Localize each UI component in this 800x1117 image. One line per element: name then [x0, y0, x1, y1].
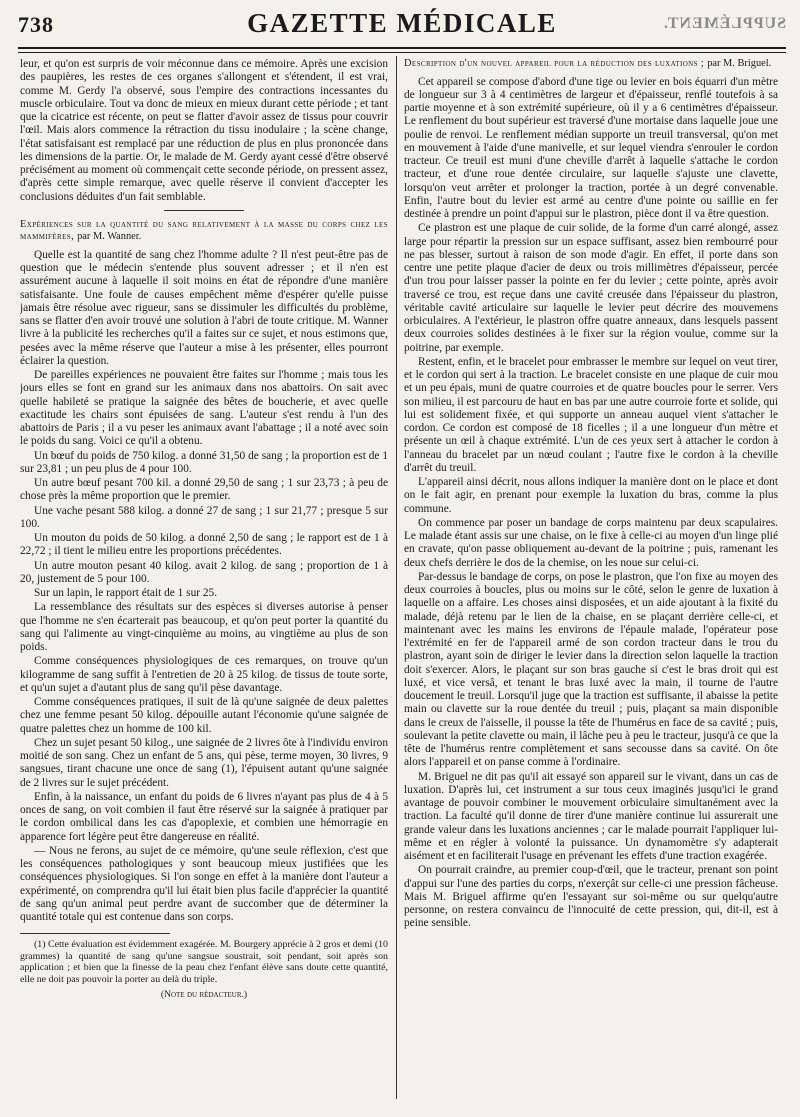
- article-paragraph: On pourrait craindre, au premier coup-d'œil, que le tracteur, prenant son point d'appui sur l'une des parties du corps, n'exerçât sur celle-ci une pression fâcheuse. Mais M. Briguel affirme qu'en l'essayant sur soi-même ou sur quelqu'autre personne, on restera convaincu de l'innocuité de cette pression, qui, dit-il, est à peine sensible.: [404, 864, 778, 930]
- article-paragraph: Par-dessus le bandage de corps, on pose le plastron, que l'on fixe au moyen des deux courroies à boucles, plus ou moins sur le côté, selon le genre de luxation à laquelle on a affaire. Les choses ainsi disposées, et un aide ajoutant à la fixité du malade, déjà retenu par le lien de la chaise, en se plaçant derrière celle-ci, et maintenant avec les mains les environs de l'épaule malade, l'opérateur pose l'extrémité en fer de l'appareil armé de son cordon tracteur dans le trou du plastron, ayant soin de diriger le levier dans la direction selon laquelle la traction doit s'exercer. Alors, le plaçant sur son bras gauche si c'est le bras droit qui est luxé, et vice versâ, et tenant le bras luxé avec la main, il tourne de l'autre doucement le treuil. Lorsqu'il juge que la traction est suffisante, il abaisse la petite main ou clavette sur la roue dentée du treuil ; puis, plaçant sa main disponible dans le creux de l'aisselle, il pousse la tête de l'humérus en face de sa cavité ; puis, soulevant la petite clavette ou main, il lâche peu à peu le tracteur, jusqu'à ce que la tête de l'humérus rentre complètement et sans secousse dans sa cavité. On ôte alors l'appareil et on panse comme à l'ordinaire.: [404, 570, 778, 769]
- article-paragraph: Une vache pesant 588 kilog. a donné 27 de sang ; 1 sur 21,77 ; presque 5 sur 100.: [20, 504, 388, 530]
- left-column: [20, 58, 388, 1101]
- section-author: par M. Wanner.: [77, 231, 142, 243]
- section-title-text: Description d'un nouvel appareil pour la réduction des luxations ;: [404, 58, 705, 69]
- article-paragraph: De pareilles expériences ne pouvaient être faites sur l'homme ; mais tous les jours elles se font en grand sur les animaux dans nos abattoirs. On sait avec quelle habileté se pratique la saignée des bêtes de boucherie, et avec quelle exactitude les chairs sont épuisées de sang. L'auteur s'est rendu à l'un des abattoirs de Paris ; il a vu peser les animaux avant l'abattage ; il a noté avec soin le poids du sang. Voici ce qu'il a obtenu.: [20, 369, 388, 448]
- page-header: [18, 6, 786, 46]
- article-paragraph: On commence par poser un bandage de corps maintenu par deux scapulaires. Le malade étant assis sur une chaise, on le fixe à celle-ci au moyen d'un linge plié en cravate, qu'on passe obliquement au-devant de la poitrine ; puis, ramenant les deux chefs derrière le dos de la chemise, on les noue sur celui-ci.: [404, 516, 778, 569]
- article-paragraph: Un autre mouton pesant 40 kilog. avait 2 kilog. de sang ; proportion de 1 à 20, justement de 5 pour 100.: [20, 559, 388, 585]
- article-paragraph: Comme conséquences physiologiques de ces remarques, on trouve qu'un kilogramme de sang suffit à l'entretien de 20 à 25 kilog. de tissus de toute sorte, et qu'un sujet a d'autant plus de sang qu'il pèse davantage.: [20, 655, 388, 694]
- page-number: 738: [18, 12, 54, 37]
- intro-paragraph: leur, et qu'on est surpris de voir méconnue dans ce mémoire. Après une excision des paupières, les restes de ces organes s'allongent et s'étendent, il est vrai, comme M. Gerdy l'a observé, sous l'empire des contractions incessantes du muscle orbiculaire. Tout va donc de mieux en mieux durant cette période ; et tant que la cicatrice est récente, on peut se flatter d'avoir assez de tissus pour couvrir l'œil. Mais alors commence la rétraction du tissu inodulaire ; la scène change, l'état satisfaisant est remplacé par une réduction de plus en plus prononcée dans les dimensions de la partie. Or, le malade de M. Gerdy ayant cessé d'être observé précisément au moment où commençait cette seconde période, on pressent assez, d'après cette simple remarque, avec quelle réserve il convient d'accepter les conclusions déduites d'un fait semblable.: [20, 58, 388, 203]
- article-paragraph: — Nous ne ferons, au sujet de ce mémoire, qu'une seule réflexion, c'est que les conséquences pathologiques y sont beaucoup mieux justifiées que les conséquences physiologiques. Si l'on songe en effet à la manière dont l'auteur a expérimenté, on comprendra qu'il lui était bien plus facile d'apprécier la quantité de sang qu'un animal peut perdre avant de succomber que de déterminer la quantité totale qui est contenue dans son corps.: [20, 844, 388, 923]
- article-paragraph: Sur un lapin, le rapport était de 1 sur 25.: [34, 587, 218, 599]
- footnote-signature: (Note du rédacteur.): [160, 988, 248, 1000]
- article-paragraph: Enfin, à la naissance, un enfant du poids de 6 livres n'ayant pas plus de 4 à 5 onces de sang, on voit combien il faut être réservé sur la saignée à pratiquer par le cordon ombilical dans les cas d'apoplexie, et combien une hémorragie en apparence fort légère peut être dangereuse en réalité.: [20, 790, 388, 843]
- article-paragraph: La ressemblance des résultats sur des espèces si diverses autorise à penser que l'homme ne s'en écarterait pas beaucoup, et qu'on peut porter la quantité du sang qui l'alimente au vingt-cinquième au moins, au vingtième au plus de son poids.: [20, 601, 388, 653]
- section-title-wanner: [20, 219, 388, 244]
- article-paragraph: Un bœuf du poids de 750 kilog. a donné 31,50 de sang ; la proportion est de 1 sur 23,81 ; un peu plus de 4 pour 100.: [20, 449, 388, 475]
- footnote-rule: [20, 933, 170, 934]
- article-paragraph: Comme conséquences pratiques, il suit de là qu'une saignée de deux palettes chez une femme pesant 50 kilog. dépouille autant l'économie qu'une saignée de quatre palettes chez un homme de 100 kil.: [20, 696, 388, 735]
- article-paragraph: M. Briguel ne dit pas qu'il ait essayé son appareil sur le vivant, dans un cas de luxation. D'après lui, cet instrument a sur tous ceux imaginés jusqu'ici le grand avantage de pouvoir combiner le mouvement orbiculaire simultanément avec la traction. La faculté qu'il donne de tirer d'une manière continue lui assurerait une grande valeur dans les luxations anciennes ; car le malade pourrait l'appliquer lui-même et en régler à volonté la puissance. Un dynamomètre s'y adapterait aisément et en faciliterait l'usage en prévenant les effets d'une traction exagérée.: [404, 770, 778, 862]
- article-paragraph: L'appareil ainsi décrit, nous allons indiquer la manière dont on le place et dont on le fait agir, en prenant pour exemple la luxation du bras, comme la plus commune.: [404, 476, 778, 515]
- article-paragraph: Un autre bœuf pesant 700 kil. a donné 29,50 de sang ; 1 sur 23,73 ; à peu de chose près la même proportion que le premier.: [20, 477, 388, 503]
- article-paragraph: Restent, enfin, et le bracelet pour embrasser le membre sur lequel on veut tirer, et le cordon qui sert à la traction. Le bracelet consiste en une plaque de cuir mou et un peu épais, muni de quatre courroies et de quatre boucles pour le serrer. Vers son milieu, il est parcouru de haut en bas par une autre courroie forte et solide, qui lui est solidement fixée, et qui supporte un anneau auquel vient s'attacher le cordon. Ce cordon est composé de 18 ficelles ; il a une longueur d'un mètre et présente un œil à chaque extrémité. L'un de ces yeux sert à attacher le cordon à l'anneau du bracelet par un nœud coulant ; l'autre fixe le cordon à la cheville d'arrêt du treuil.: [404, 355, 778, 474]
- footnote: (1) Cette évaluation est évidemment exagérée. M. Bourgery apprécie à 2 gros et demi (10 grammes) la quantité de sang qu'une sangsue soustrait, soit pendant, soit après son application ; et bien que la finesse de la peau chez l'enfant élève sans doute cette quantité, elle ne doit pas pouvoir la porter au delà du triple.: [20, 939, 388, 986]
- header-rule-thick: [18, 47, 786, 49]
- article-paragraph: Chez un sujet pesant 50 kilog., une saignée de 2 livres ôte à l'individu environ moitié de son sang. Chez un enfant de 5 ans, qui pèse, terme moyen, 30 livres, 9 sangsues, tirant chacune une once de sang (1), l'épuisent autant qu'une saignée de 2 livres sur le sujet précédent.: [20, 736, 388, 789]
- right-column: [404, 58, 778, 1101]
- article-paragraph: Ce plastron est une plaque de cuir solide, de la forme d'un carré alongé, assez large pour répartir la pression sur un espace suffisant, assez bien rembourré pour ne pas blesser, surtout à raison de son mode d'agir. En effet, il porte dans son centre une petite plaque d'acier de deux ou trois millimètres d'épaisseur, percée d'un trou pour laisser passer la pointe en fer du levier ; cette pointe, après avoir traversé ce trou, est reçue dans une cavité creusée dans l'épaisseur du plastron, véritable cavité articulaire sur laquelle le levier peut décrire des mouvemens orbiculaires. A l'extérieur, le plastron offre quatre anneaux, dans lesquels passent deux courroies solides destinées à le fixer sur la région voulue, comme sur la poitrine, par exemple.: [404, 222, 778, 354]
- section-separator: [164, 210, 244, 211]
- article-paragraph: Un mouton du poids de 50 kilog. a donné 2,50 de sang ; le rapport est de 1 à 22,72 ; il tient le milieu entre les proportions précédentes.: [20, 532, 388, 558]
- section-title-text: Expériences sur la quantité du sang relativement à la masse du corps chez les mammifères,: [20, 218, 388, 243]
- journal-title: GAZETTE MÉDICALE: [247, 8, 557, 38]
- show-through-supplement-mark: SUPPLÉMENT.: [662, 15, 786, 32]
- section-author: par M. Briguel.: [707, 58, 772, 69]
- section-title-briguel: [404, 58, 778, 71]
- article-paragraph: Quelle est la quantité de sang chez l'homme adulte ? Il n'est peut-être pas de question que le médecin s'entende plus souvent adresser ; et il n'en est assurément aucune à laquelle il soit moins en état de répondre d'une manière satisfaisante. Une foule de causes empêchent même d'espérer qu'elle puisse jamais être résolue avec rigueur, sans se dissimuler les difficultés du problème, sans se flatter d'en avoir trouvé une solution à l'abri de toute critique. M. Wanner livre à la publicité les recherches qu'il a faites sur ce sujet, et nous estimons que, pesées avec la même réserve que l'auteur a mise à les présenter, elles pourront éclairer la question.: [20, 248, 388, 367]
- header-rule-thin: [18, 52, 786, 53]
- column-divider: [396, 56, 397, 1099]
- article-paragraph: Cet appareil se compose d'abord d'une tige ou levier en bois équarri d'un mètre de longueur sur 3 à 4 centimètres de largeur et d'épaisseur, renflé toutefois à sa partie moyenne et à son extrémité supérieure, où il y a 6 centimètres d'épaisseur. Le renflement du bout supérieur est traversé d'une mortaise dans laquelle joue une poulie de renvoi. Le renflement médian supporte un treuil transversal, qu'on met en mouvement à l'aide d'une manivelle, et sur lequel viendra s'enrouler le cordon tracteur. Ce treuil est muni d'une cheville d'arrêt à laquelle s'attache le cordon tracteur, et d'une roue dentée circulaire, sur laquelle s'ajuste une clavette, lorsqu'on veut arrêter et prolonger la traction, portée à un degré convenable. Enfin, l'autre bout du levier est armé au centre d'une pointe ou saillie en fer destinée à prendre un point d'appui sur le plastron, pièce dont il va être question.: [404, 75, 778, 220]
